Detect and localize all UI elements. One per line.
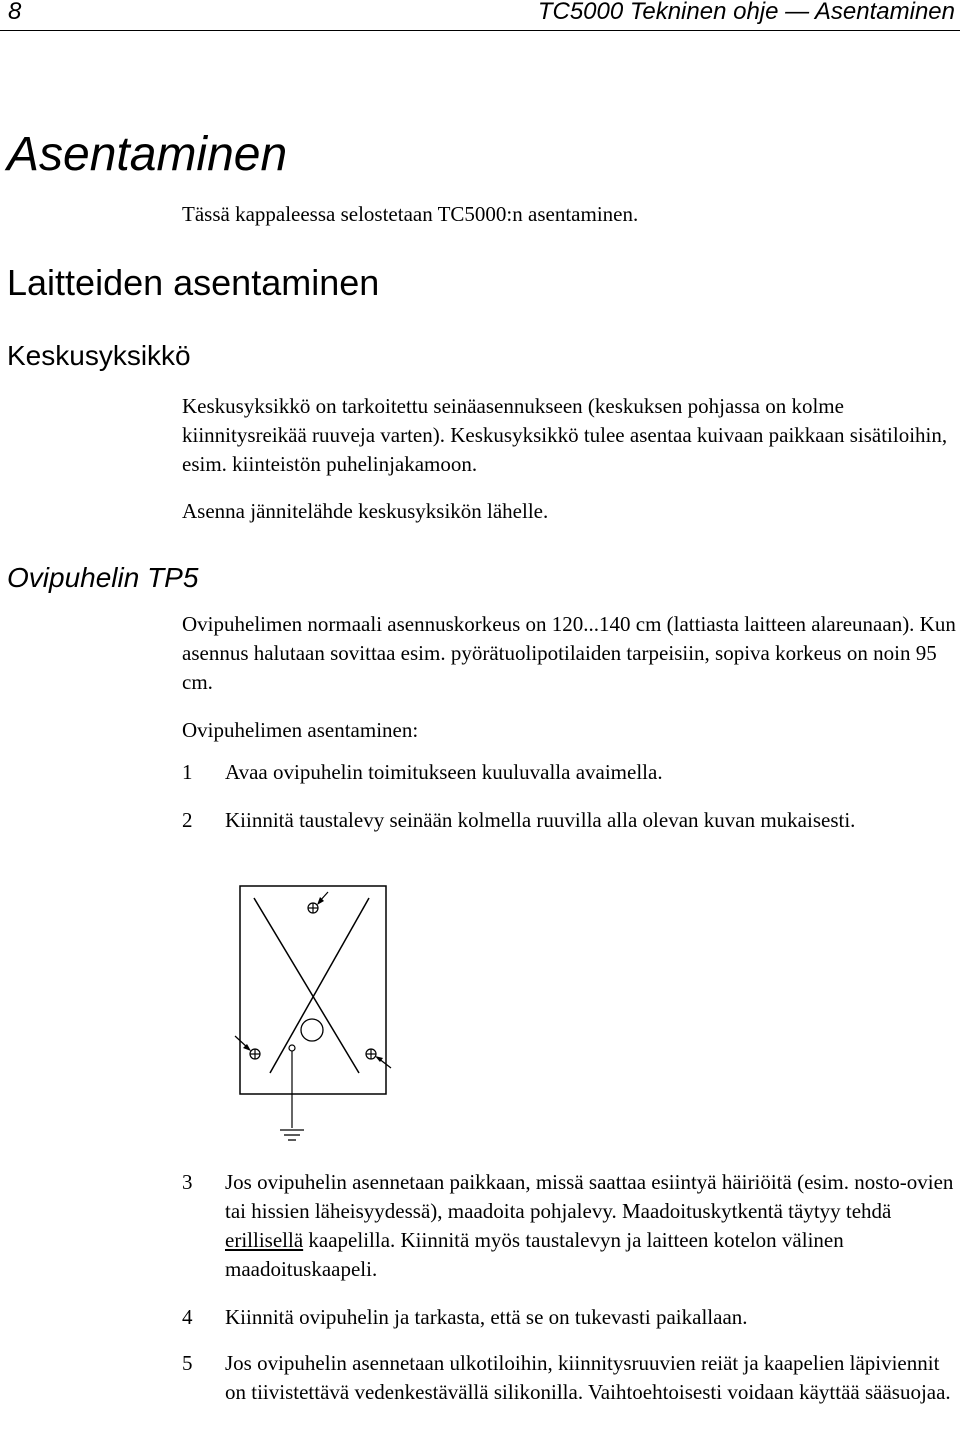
cross-line — [270, 898, 369, 1073]
subsection-heading-door-phone: Ovipuhelin TP5 — [7, 562, 199, 593]
ground-symbol-icon — [280, 1130, 304, 1140]
list-item-number: 5 — [182, 1351, 193, 1375]
cross-line — [254, 898, 359, 1073]
cable-hole-icon — [301, 1019, 323, 1041]
list-item-text: Kiinnitä ovipuhelin ja tarkasta, että se on tukevasti paikallaan. — [225, 1305, 748, 1329]
list-item-text-part: kaapelilla. Kiinnitä myös taustalevyn ja laitteen kotelon välinen maadoituskaapeli. — [225, 1228, 844, 1281]
pointer-arrow-icon — [235, 1036, 251, 1051]
list-item — [182, 1349, 958, 1407]
emphasized-word: erillisellä — [225, 1228, 304, 1252]
list-item-number: 4 — [182, 1305, 193, 1329]
list-item-text-part: Jos ovipuhelin asennetaan paikkaan, missä saattaa esiintyä häiriöitä (esim. nosto-ovien tai hissien läheisyydessä), maadoita pohjalevy. Maadoituskytkentä täytyy tehdä — [225, 1170, 954, 1223]
intro-paragraph: Tässä kappaleessa selostetaan TC5000:n asentaminen. — [182, 202, 639, 226]
list-item-number: 2 — [182, 808, 193, 832]
running-header-title: TC5000 Tekninen ohje — Asentaminen — [537, 0, 955, 25]
list-item-text — [225, 1168, 958, 1284]
pointer-arrow-icon — [375, 1056, 391, 1068]
list-item-number: 3 — [182, 1170, 193, 1194]
ground-terminal-icon — [289, 1045, 295, 1128]
subsection-heading-central-unit: Keskusyksikkö — [7, 340, 191, 371]
list-item-text: Kiinnitä taustalevy seinään kolmella ruuvilla alla olevan kuvan mukaisesti. — [225, 808, 856, 832]
list-item — [182, 1168, 958, 1284]
list-item-number: 1 — [182, 760, 193, 784]
list-item — [182, 806, 958, 835]
list-item — [182, 758, 958, 787]
section-heading: Laitteiden asentaminen — [7, 262, 380, 303]
page-number: 8 — [8, 0, 22, 25]
pointer-arrow-icon — [317, 892, 328, 905]
screw-hole-icon — [308, 903, 318, 913]
back-plate-outline — [240, 886, 386, 1094]
screw-hole-icon — [250, 1049, 260, 1059]
mounting-plate-diagram — [225, 878, 405, 1153]
list-item — [182, 1303, 958, 1332]
installation-intro: Ovipuhelimen asentaminen: — [182, 718, 419, 742]
mounting-height-paragraph: Ovipuhelimen normaali asennuskorkeus on 120...140 cm (lattiasta laitteen alareunaan). Kun asennus halutaan sovittaa esim. pyörätuolipotilaiden tarpeisiin, sopiva korkeus on noin 95 cm. — [182, 612, 956, 694]
power-supply-paragraph: Asenna jännitelähde keskusyksikön lähelle. — [182, 499, 549, 523]
chapter-heading: Asentaminen — [7, 128, 288, 181]
list-item-text: Avaa ovipuhelin toimitukseen kuuluvalla avaimella. — [225, 760, 663, 784]
list-item-text: Jos ovipuhelin asennetaan ulkotiloihin, kiinnitysruuvien reiät ja kaapelien läpiviennit on tiivistettävä vedenkestävällä silikonilla. Vaihtoehtoisesti voidaan käyttää sääsuojaa. — [225, 1351, 951, 1404]
header-divider — [0, 30, 960, 31]
central-unit-paragraph: Keskusyksikkö on tarkoitettu seinäasennukseen (keskuksen pohjassa on kolme kiinnitysreikää ruuveja varten). Keskusyksikkö tulee asentaa kuivaan paikkaan sisätiloihin, esim. kiinteistön puhelinjakamoon. — [182, 394, 948, 476]
screw-hole-icon — [366, 1049, 376, 1059]
